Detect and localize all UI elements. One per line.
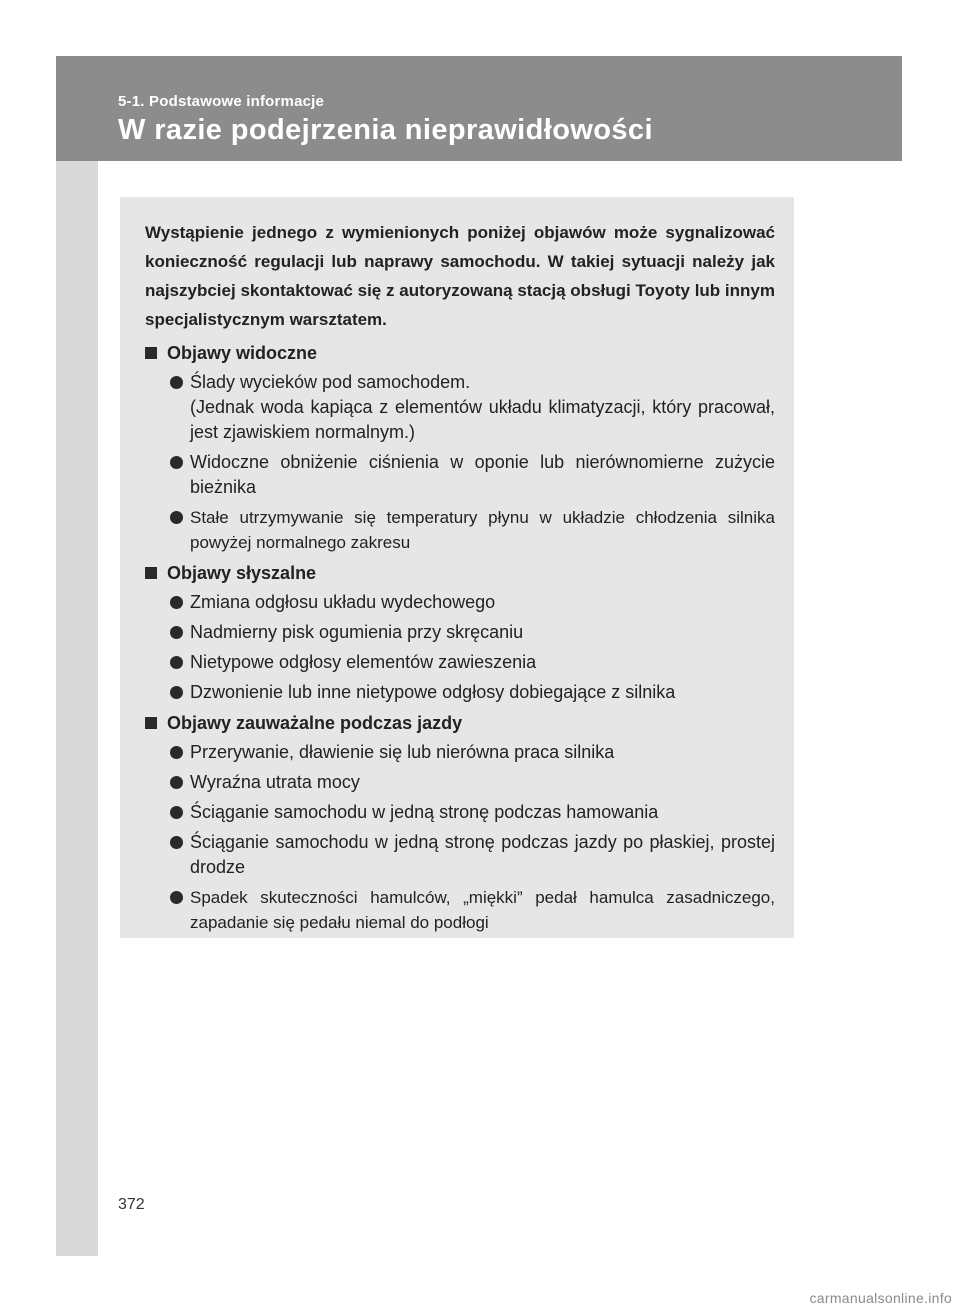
round-bullet-icon [170, 656, 183, 669]
square-bullet-icon [145, 717, 157, 729]
list-item [145, 885, 775, 935]
left-margin-bar [56, 56, 98, 1256]
list-item [145, 650, 775, 675]
list-item-text: Ściąganie samochodu w jedną stronę podczas jazdy po płaskiej, prostej drodze [190, 832, 775, 877]
section-heading-visible [145, 340, 775, 366]
list-item-text: Nadmierny pisk ogumienia przy skręcaniu [190, 622, 524, 642]
round-bullet-icon [170, 376, 183, 389]
list-item-text: Nietypowe odgłosy elementów zawieszenia [190, 652, 537, 672]
list-item-text: Przerywanie, dławienie się lub nierówna praca silnika [190, 742, 615, 762]
round-bullet-icon [170, 626, 183, 639]
section-label: 5-1. Podstawowe informacje [118, 93, 325, 110]
round-bullet-icon [170, 836, 183, 849]
section-title: Objawy słyszalne [167, 563, 317, 583]
intro-paragraph: Wystąpienie jednego z wymienionych poniżej objawów może sygnalizować konieczność regulacji lub naprawy samochodu. W takiej sytuacji należy jak najszybciej skontaktować się z autoryzowaną stacją obsługi Toyoty lub innym specjalistycznym warsztatem. [145, 223, 775, 329]
list-item [145, 740, 775, 765]
square-bullet-icon [145, 347, 157, 359]
list-item [145, 370, 775, 445]
round-bullet-icon [170, 686, 183, 699]
round-bullet-icon [170, 776, 183, 789]
square-bullet-icon [145, 567, 157, 579]
section-title: Objawy widoczne [167, 343, 318, 363]
content-box [120, 197, 794, 938]
list-item-text: Zmiana odgłosu układu wydechowego [190, 592, 496, 612]
page-title: W razie podejrzenia nieprawidłowości [118, 114, 653, 146]
list-item-text: Spadek skuteczności hamulców, „miękki” pedał hamulca zasadniczego, zapadanie się pedału niemal do podłogi [190, 888, 775, 932]
list-item-text: Ściąganie samochodu w jedną stronę podczas hamowania [190, 802, 659, 822]
list-item-text: Stałe utrzymywanie się temperatury płynu w układzie chłodzenia silnika powyżej normalnego zakresu [190, 508, 775, 552]
section-heading-audible [145, 560, 775, 586]
watermark: carmanualsonline.info [809, 1290, 952, 1306]
list-item [145, 590, 775, 615]
list-item [145, 830, 775, 880]
round-bullet-icon [170, 746, 183, 759]
list-item [145, 680, 775, 705]
round-bullet-icon [170, 456, 183, 469]
list-item [145, 800, 775, 825]
list-item-text: Widoczne obniżenie ciśnienia w oponie lub nierównomierne zużycie bieżnika [190, 452, 775, 497]
round-bullet-icon [170, 806, 183, 819]
round-bullet-icon [170, 596, 183, 609]
list-item [145, 620, 775, 645]
list-item [145, 770, 775, 795]
section-title: Objawy zauważalne podczas jazdy [167, 713, 463, 733]
list-item-note: (Jednak woda kapiąca z elementów układu klimatyzacji, który pracował, jest zjawiskiem normalnym.) [190, 397, 775, 442]
list-item-text: Dzwonienie lub inne nietypowe odgłosy dobiegające z silnika [190, 682, 676, 702]
page-number: 372 [118, 1196, 145, 1213]
list-item-text: Ślady wycieków pod samochodem. [190, 372, 471, 392]
list-item-text: Wyraźna utrata mocy [190, 772, 360, 792]
section-heading-driving [145, 710, 775, 736]
round-bullet-icon [170, 511, 183, 524]
list-item [145, 450, 775, 500]
round-bullet-icon [170, 891, 183, 904]
content-inner [145, 218, 775, 940]
list-item [145, 505, 775, 555]
